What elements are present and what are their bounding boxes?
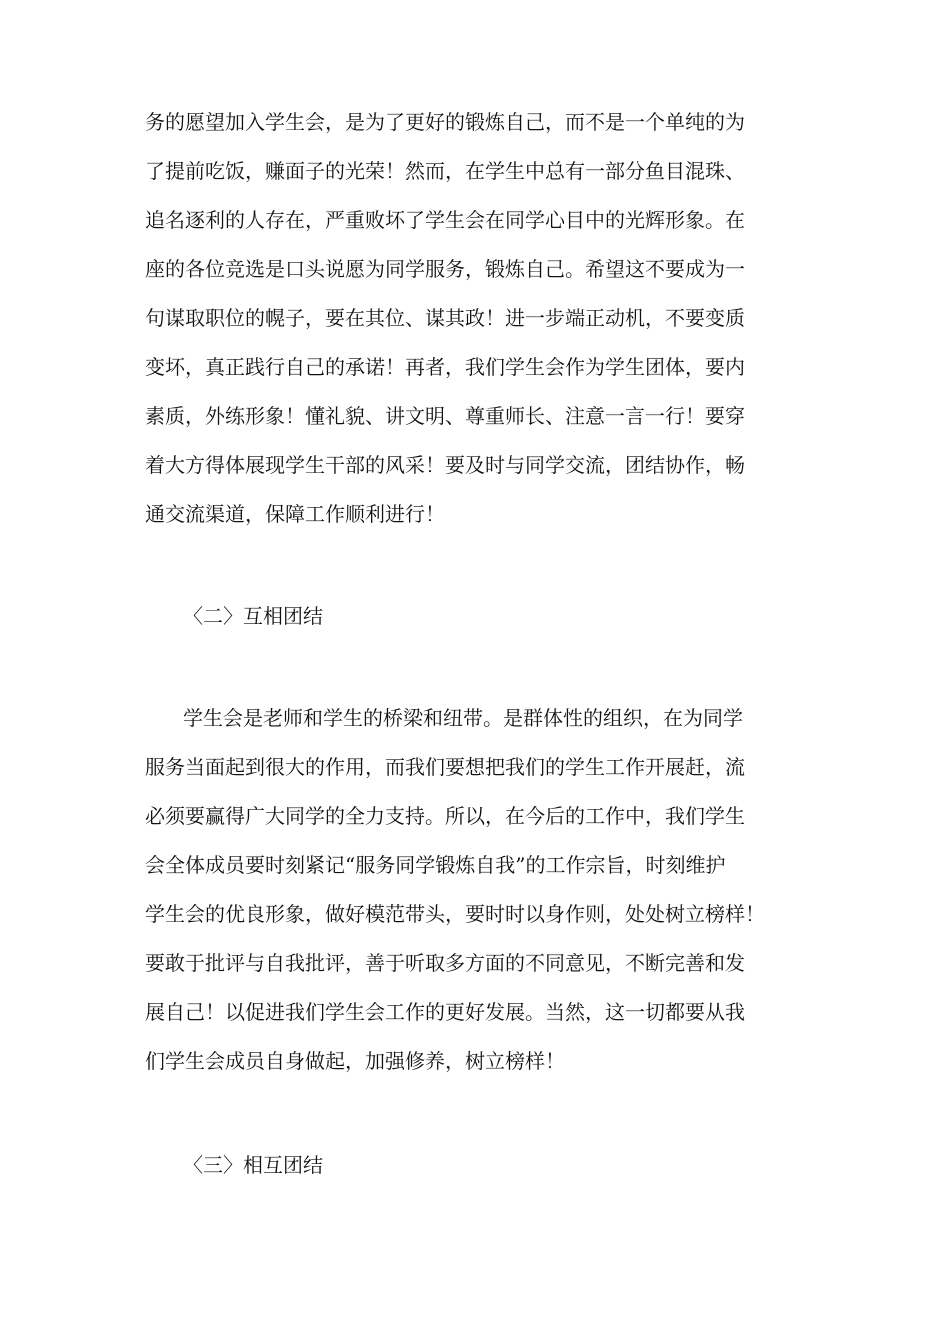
paragraph-2-line-4: 会全体成员要时刻紧记“服务同学锻炼自我”的工作宗旨，时刻维护 bbox=[145, 853, 726, 877]
paragraph-1-line-8: 着大方得体展现学生干部的风采！要及时与同学交流，团结协作，畅 bbox=[145, 453, 745, 477]
paragraph-1-line-3: 追名逐利的人存在，严重败坏了学生会在同学心目中的光辉形象。在 bbox=[145, 208, 745, 232]
paragraph-2-line-6: 要敢于批评与自我批评，善于听取多方面的不同意见，不断完善和发 bbox=[145, 951, 745, 975]
paragraph-2-line-5: 学生会的优良形象，做好模范带头，要时时以身作则，处处树立榜样！ bbox=[145, 902, 765, 926]
section-heading-2: 〈二〉互相团结 bbox=[183, 604, 323, 628]
paragraph-2-line-7: 展自己！以促进我们学生会工作的更好发展。当然，这一切都要从我 bbox=[145, 1000, 745, 1024]
paragraph-1-line-7: 素质，外练形象！懂礼貌、讲文明、尊重师长、注意一言一行！要穿 bbox=[145, 404, 745, 428]
paragraph-2-line-1: 学生会是老师和学生的桥梁和纽带。是群体性的组织，在为同学 bbox=[183, 706, 743, 730]
paragraph-1-line-2: 了提前吃饭，赚面子的光荣！然而，在学生中总有一部分鱼目混珠、 bbox=[145, 159, 745, 183]
paragraph-2-line-3: 必须要赢得广大同学的全力支持。所以，在今后的工作中，我们学生 bbox=[145, 804, 745, 828]
paragraph-2-line-2: 服务当面起到很大的作用，而我们要想把我们的学生工作开展赶，流 bbox=[145, 755, 745, 779]
paragraph-1-line-6: 变坏，真正践行自己的承诺！再者，我们学生会作为学生团体，要内 bbox=[145, 355, 745, 379]
section-heading-3: 〈三〉相互团结 bbox=[183, 1153, 323, 1177]
paragraph-2-line-8: 们学生会成员自身做起，加强修养，树立榜样！ bbox=[145, 1049, 565, 1073]
paragraph-1-line-5: 句谋取职位的幌子，要在其位、谋其政！进一步端正动机，不要变质 bbox=[145, 306, 745, 330]
paragraph-1-line-4: 座的各位竞选是口头说愿为同学服务，锻炼自己。希望这不要成为一 bbox=[145, 257, 745, 281]
paragraph-1-line-1: 务的愿望加入学生会，是为了更好的锻炼自己，而不是一个单纯的为 bbox=[145, 110, 745, 134]
paragraph-1-line-9: 通交流渠道，保障工作顺利进行！ bbox=[145, 502, 445, 526]
